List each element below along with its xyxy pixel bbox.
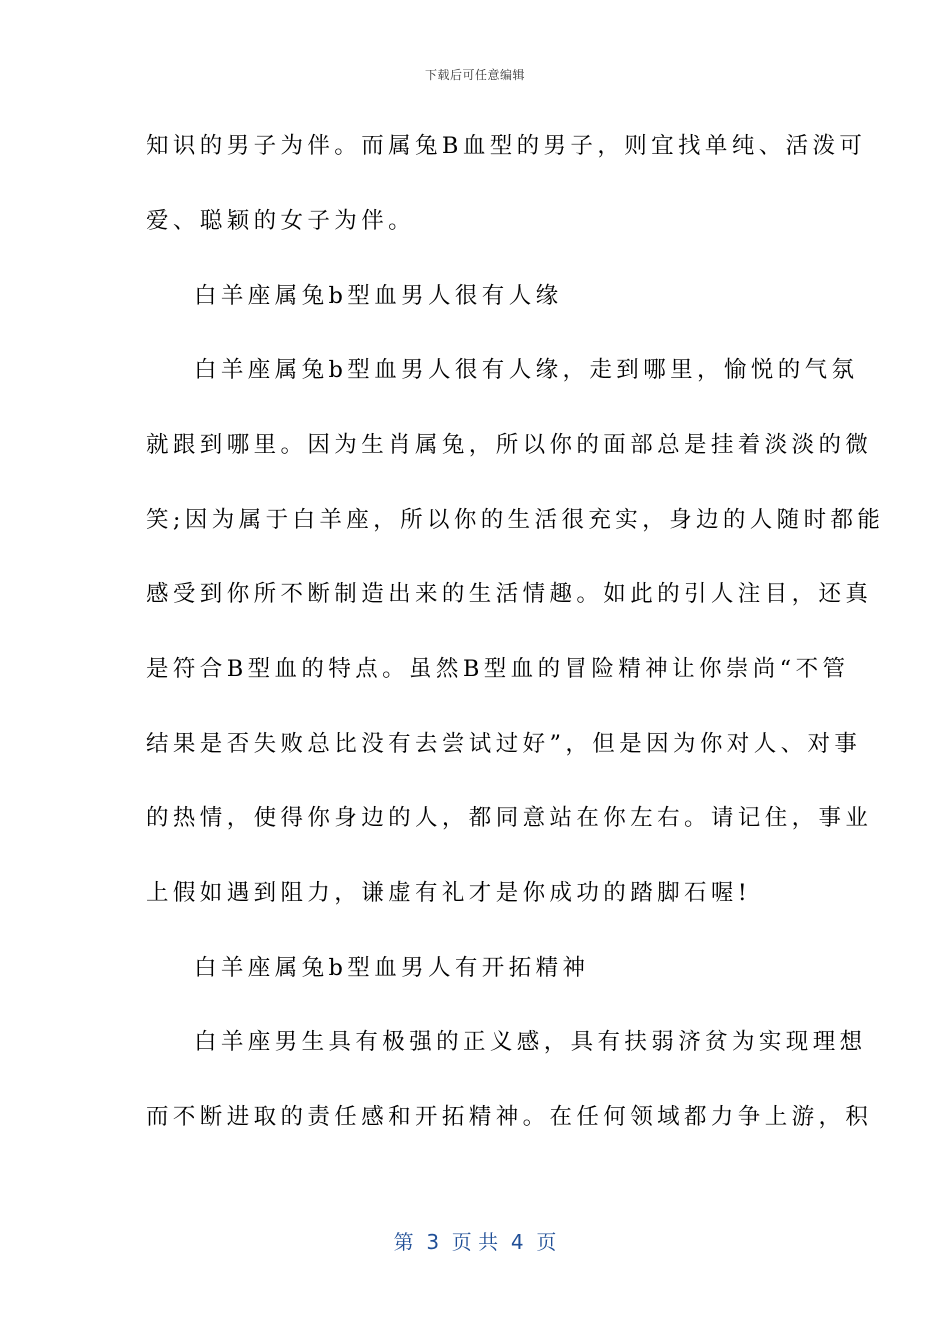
page-number-footer: 第 3 页 共 4 页: [393, 1230, 557, 1254]
text-line-14: 而不断进取的责任感和开拓精神。在任何领域都力争上游，积: [146, 1104, 873, 1130]
text-line-13: 白羊座男生具有极强的正义感，具有扶弱济贫为实现理想: [194, 1029, 867, 1055]
text-line-11: 上假如遇到阻力，谦虚有礼才是你成功的踏脚石喔!: [146, 880, 752, 906]
text-line-2: 爱、聪颖的女子为伴。: [146, 208, 416, 234]
text-line-4: 白羊座属兔b型血男人很有人缘，走到哪里，愉悦的气氛: [194, 357, 859, 383]
header-note: 下载后可任意编辑: [424, 68, 525, 82]
text-line-7: 感受到你所不断制造出来的生活情趣。如此的引人注目，还真: [146, 581, 873, 607]
text-line-10: 的热情，使得你身边的人，都同意站在你左右。请记住，事业: [146, 805, 873, 831]
text-line-5: 就跟到哪里。因为生肖属兔，所以你的面部总是挂着淡淡的微: [146, 432, 873, 458]
text-line-6: 笑;因为属于白羊座，所以你的生活很充实，身边的人随时都能: [146, 507, 885, 533]
text-line-9: 结果是否失败总比没有去尝试过好”，但是因为你对人、对事: [146, 731, 862, 757]
text-line-1: 知识的男子为伴。而属兔B血型的男子，则宜找单纯、活泼可: [146, 133, 867, 159]
section-heading-popularity: 白羊座属兔b型血男人很有人缘: [194, 283, 563, 309]
text-line-8: 是符合B型血的特点。虽然B型血的冒险精神让你崇尚“不管: [146, 656, 850, 682]
section-heading-pioneering: 白羊座属兔b型血男人有开拓精神: [194, 955, 590, 981]
